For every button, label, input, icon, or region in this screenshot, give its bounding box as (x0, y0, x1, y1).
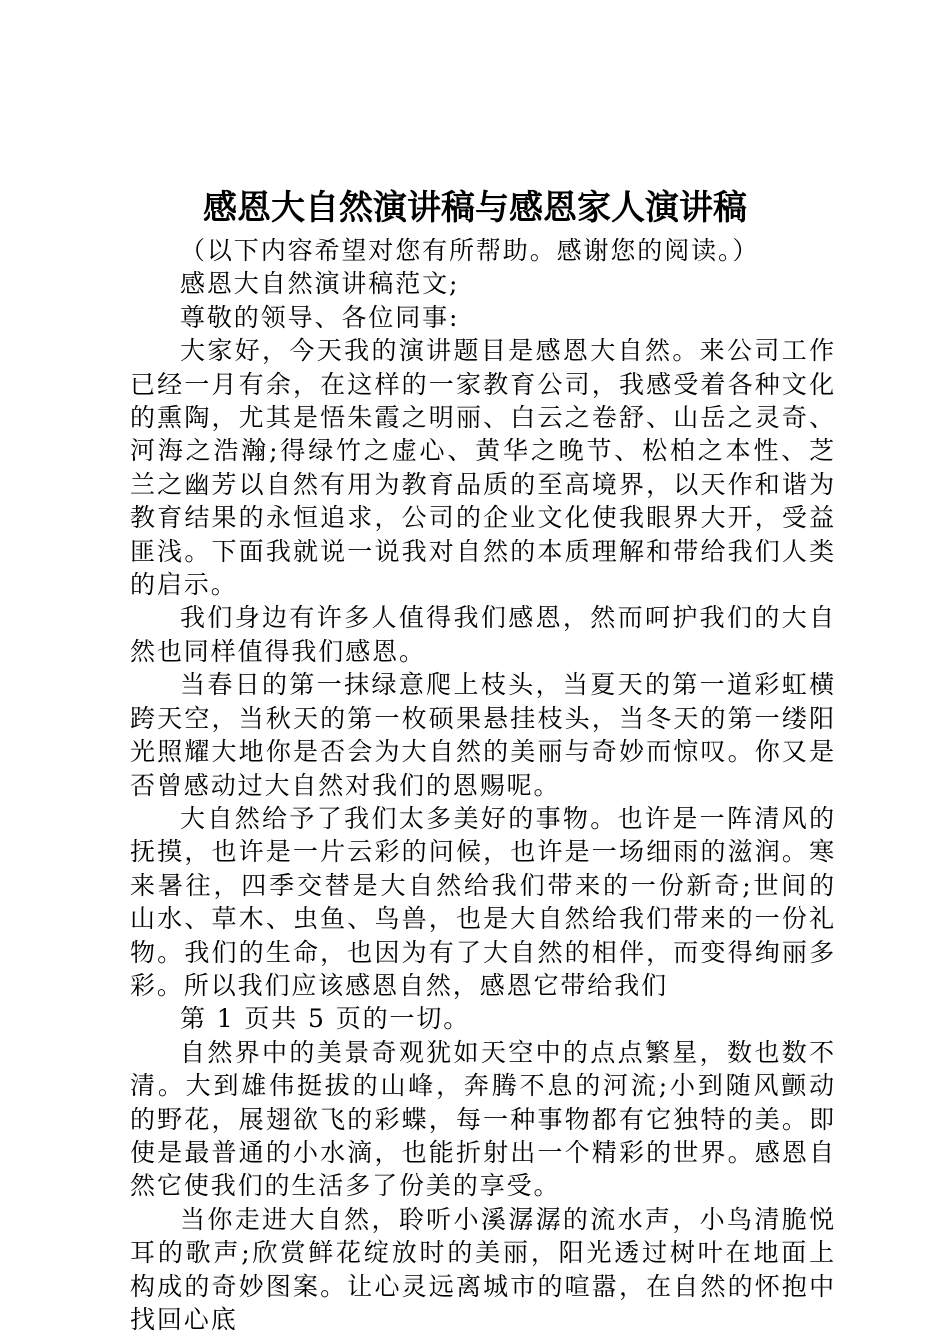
salutation: 尊敬的领导、各位同事: (180, 302, 460, 332)
page-indicator-line: 第 1 页共 5 页的一切。 (180, 1004, 471, 1034)
document-title: 感恩大自然演讲稿与感恩家人演讲稿 (203, 188, 747, 228)
document-body (130, 234, 836, 1336)
paragraph: 自然界中的美景奇观犹如天空中的点点繁星，数也数不清。大到雄伟挺拔的山峰，奔腾不息的河流;小到随风颤动的野花，展翅欲飞的彩蝶，每一种事物都有它独特的美。即使是最普通的小水滴，也能折射出一个精彩的世界。感恩自然它使我们的生活多了份美的享受。 (130, 1037, 836, 1201)
section-heading: 感恩大自然演讲稿范文; (180, 269, 460, 299)
intro-note: （以下内容希望对您有所帮助。感谢您的阅读。） (180, 236, 760, 265)
paragraph: 大自然给予了我们太多美好的事物。也许是一阵清风的抚摸，也许是一片云彩的问候，也许是一场细雨的滋润。寒来暑往，四季交替是大自然给我们带来的一份新奇;世间的山水、草木、虫鱼、鸟兽，也是大自然给我们带来的一份礼物。我们的生命，也因为有了大自然的相伴，而变得绚丽多彩。所以我们应该感恩自然，感恩它带给我们 (130, 803, 836, 1000)
paragraph: 大家好，今天我的演讲题目是感恩大自然。来公司工作已经一月有余，在这样的一家教育公司，我感受着各种文化的熏陶，尤其是悟朱霞之明丽、白云之卷舒、山岳之灵奇、河海之浩瀚;得绿竹之虚心、黄华之晚节、松柏之本性、芝兰之幽芳以自然有用为教育品质的至高境界，以天作和谐为教育结果的永恒追求，公司的企业文化使我眼界大开，受益匪浅。下面我就说一说我对自然的本质理解和带给我们人类的启示。 (130, 336, 836, 600)
paragraph: 我们身边有许多人值得我们感恩，然而呵护我们的大自然也同样值得我们感恩。 (130, 603, 836, 666)
paragraph: 当春日的第一抹绿意爬上枝头，当夏天的第一道彩虹横跨天空，当秋天的第一枚硕果悬挂枝头，当冬天的第一缕阳光照耀大地你是否会为大自然的美丽与奇妙而惊叹。你又是否曾感动过大自然对我们的恩赐呢。 (130, 670, 836, 800)
paragraph: 当你走进大自然，聆听小溪潺潺的流水声，小鸟清脆悦耳的歌声;欣赏鲜花绽放时的美丽，阳光透过树叶在地面上构成的奇妙图案。让心灵远离城市的喧嚣，在自然的怀抱中找回心底 (130, 1204, 836, 1334)
